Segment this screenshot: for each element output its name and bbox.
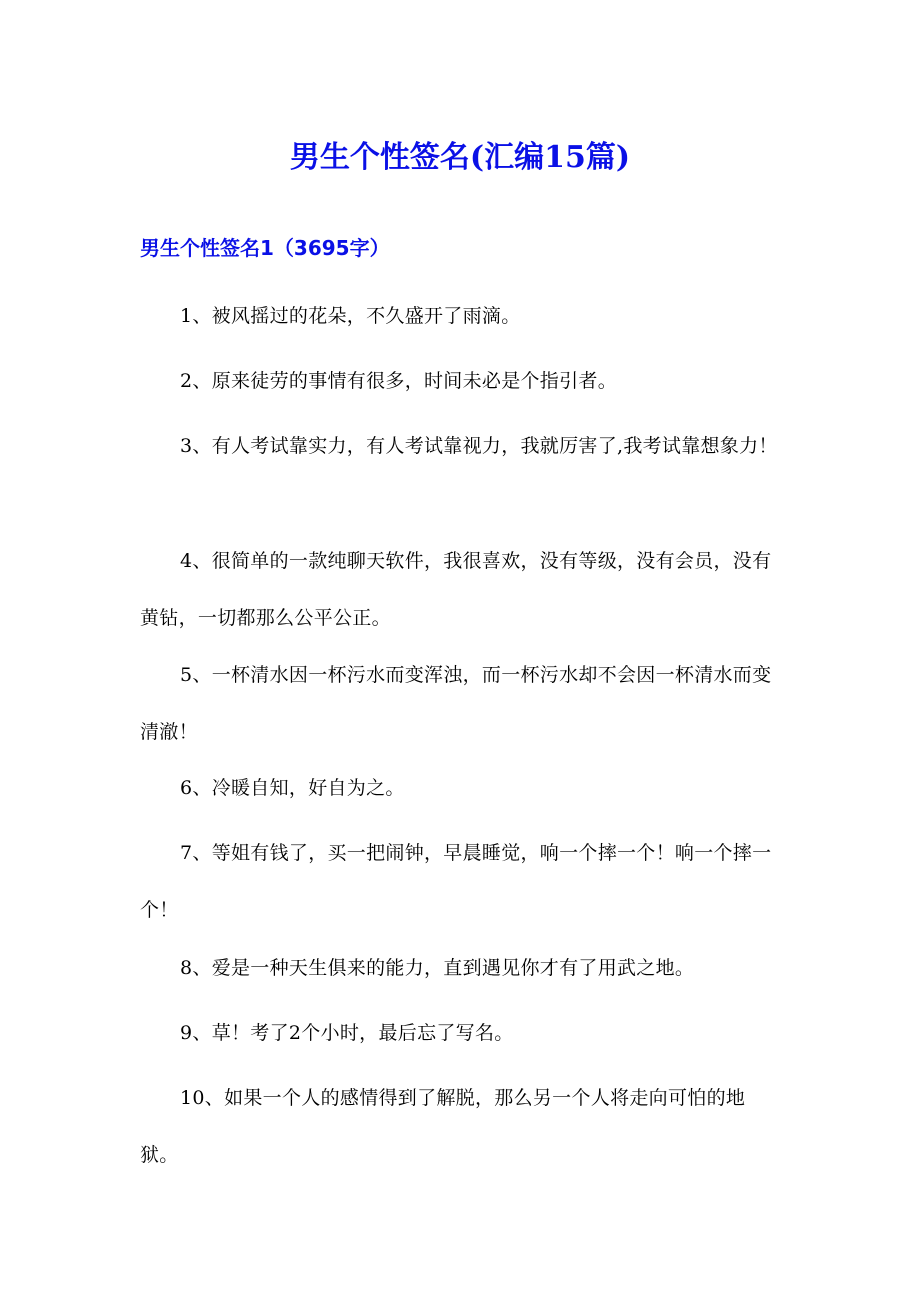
list-item: 2、原来徒劳的事情有很多，时间未必是个指引者。	[180, 370, 617, 392]
list-item: 8、爱是一种天生俱来的能力，直到遇见你才有了用武之地。	[180, 957, 695, 979]
document-title: 男生个性签名(汇编15篇)	[289, 140, 631, 175]
list-item: 5、一杯清水因一杯污水而变浑浊，而一杯污水却不会因一杯清水而变清澈！	[140, 664, 772, 743]
list-item: 10、如果一个人的感情得到了解脱，那么另一个人将走向可怕的地狱。	[140, 1087, 746, 1166]
list-item: 9、草！考了2个小时，最后忘了写名。	[180, 1022, 514, 1044]
list-item: 3、有人考试靠实力，有人考试靠视力，我就厉害了,我考试靠想象力！	[180, 435, 778, 457]
section-heading: 男生个性签名1（3695字）	[140, 236, 390, 260]
list-item: 1、被风摇过的花朵，不久盛开了雨滴。	[180, 305, 521, 327]
list-item: 7、等姐有钱了，买一把闹钟，早晨睡觉，响一个摔一个！响一个摔一个！	[140, 842, 772, 921]
list-item: 6、冷暖自知，好自为之。	[180, 777, 405, 799]
list-item: 4、很简单的一款纯聊天软件，我很喜欢，没有等级，没有会员，没有黄钻，一切都那么公平公正。	[140, 550, 772, 629]
